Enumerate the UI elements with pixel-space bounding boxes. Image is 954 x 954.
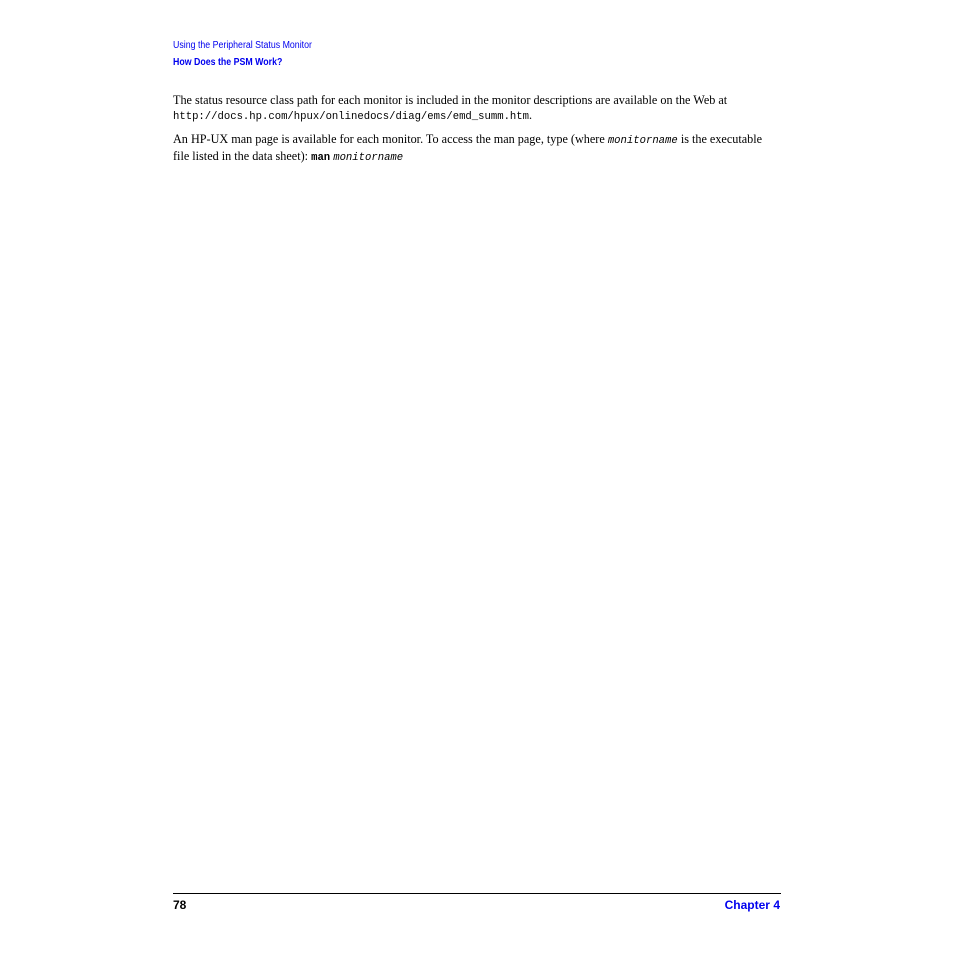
paragraph-status-resource <box>173 93 781 125</box>
monitorname-variable: monitorname <box>607 135 678 147</box>
paragraph-text: The status resource class path for each monitor is included in the monitor descriptions are available on the Web at <box>173 93 728 107</box>
page-number: 78 <box>173 898 187 912</box>
paragraph-text: An HP-UX man page is available for each monitor. To access the man page, type (where <box>173 132 608 146</box>
header-section-title[interactable]: Using the Peripheral Status Monitor <box>173 40 312 51</box>
paragraph-text: . <box>529 108 533 122</box>
document-body <box>173 93 781 173</box>
paragraph-man-page <box>173 132 781 166</box>
footer-divider <box>173 893 781 894</box>
running-header <box>173 37 312 71</box>
man-command: man <box>311 152 331 164</box>
header-subsection-title[interactable]: How Does the PSM Work? <box>173 57 283 68</box>
chapter-link[interactable]: Chapter 4 <box>724 898 780 912</box>
paragraph-text: is the executable file listed in the data sheet): <box>173 132 763 163</box>
monitorname-argument: monitorname <box>333 152 404 164</box>
docs-url[interactable]: http://docs.hp.com/hpux/onlinedocs/diag/ems/emd_summ.htm <box>173 111 530 123</box>
